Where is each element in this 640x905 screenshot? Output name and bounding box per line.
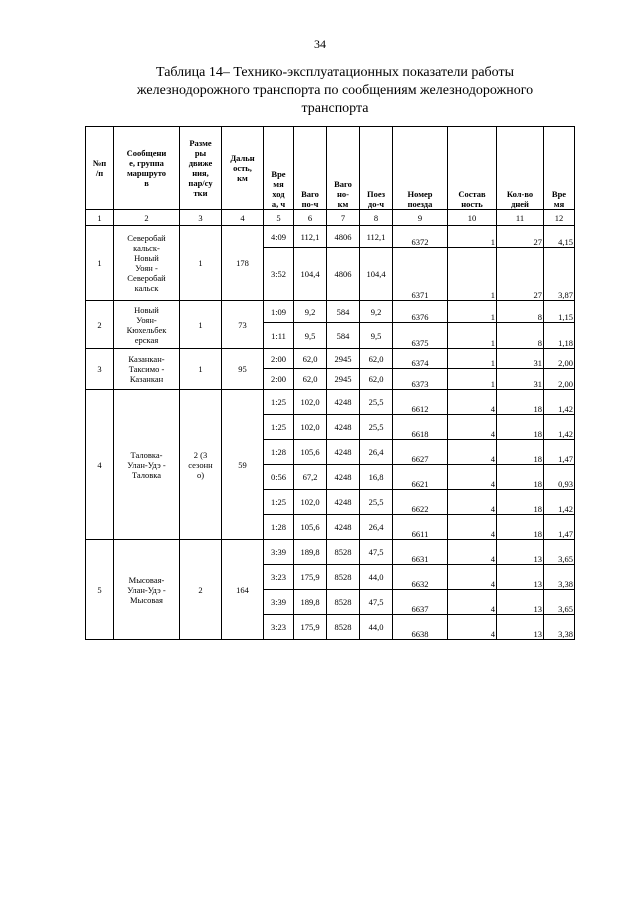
- train-hours-cell: 47,5: [360, 590, 393, 615]
- route-cell: Новый Уоян- Кюхельбек ерская: [114, 301, 180, 349]
- column-number-cell: 8: [360, 210, 393, 226]
- time-value-cell: 0,93: [544, 465, 575, 490]
- time-value-cell: 1,47: [544, 440, 575, 465]
- column-number-cell: 5: [264, 210, 294, 226]
- composition-cell: 1: [448, 323, 497, 349]
- wagon-hours-cell: 62,0: [294, 369, 327, 390]
- composition-cell: 4: [448, 465, 497, 490]
- title-line: Таблица 14– Технико-эксплуатационных показатели работы: [155, 65, 515, 80]
- composition-cell: 4: [448, 615, 497, 640]
- route-cell: Северобай кальск- Новый Уоян - Северобай кальск: [114, 226, 180, 301]
- header-cell: Разме ры движе ния, пар/су тки: [180, 127, 222, 210]
- travel-time-cell: 1:25: [264, 490, 294, 515]
- days-count-cell: 13: [497, 590, 544, 615]
- days-count-cell: 18: [497, 440, 544, 465]
- time-value-cell: 1,18: [544, 323, 575, 349]
- wagon-hours-cell: 104,4: [294, 248, 327, 301]
- train-number-cell: 6372: [393, 226, 448, 248]
- wagon-km-cell: 4248: [327, 515, 360, 540]
- time-value-cell: 3,38: [544, 565, 575, 590]
- time-value-cell: 1,42: [544, 390, 575, 415]
- composition-cell: 1: [448, 226, 497, 248]
- distance-cell: 59: [222, 390, 264, 540]
- header-cell: Ваго но- км: [327, 127, 360, 210]
- movement-size-cell: 1: [180, 226, 222, 301]
- wagon-hours-cell: 105,6: [294, 440, 327, 465]
- header-cell: Дальн ость, км: [222, 127, 264, 210]
- train-hours-cell: 16,8: [360, 465, 393, 490]
- travel-time-cell: 3:39: [264, 540, 294, 565]
- table-row: [86, 226, 575, 248]
- time-value-cell: 2,00: [544, 369, 575, 390]
- page-number: 34: [314, 37, 326, 51]
- column-number-cell: 7: [327, 210, 360, 226]
- wagon-hours-cell: 9,2: [294, 301, 327, 323]
- wagon-km-cell: 4248: [327, 440, 360, 465]
- wagon-km-cell: 4248: [327, 465, 360, 490]
- train-hours-cell: 25,5: [360, 415, 393, 440]
- travel-time-cell: 1:09: [264, 301, 294, 323]
- wagon-hours-cell: 67,2: [294, 465, 327, 490]
- table-row: [86, 390, 575, 415]
- train-number-cell: 6371: [393, 248, 448, 301]
- wagon-km-cell: 4806: [327, 226, 360, 248]
- train-number-cell: 6632: [393, 565, 448, 590]
- route-cell: Таловка- Улан-Удэ - Таловка: [114, 390, 180, 540]
- wagon-hours-cell: 102,0: [294, 390, 327, 415]
- travel-time-cell: 3:52: [264, 248, 294, 301]
- train-hours-cell: 26,4: [360, 515, 393, 540]
- composition-cell: 1: [448, 369, 497, 390]
- header-cell: Поез до-ч: [360, 127, 393, 210]
- wagon-km-cell: 584: [327, 301, 360, 323]
- days-count-cell: 8: [497, 323, 544, 349]
- wagon-km-cell: 4806: [327, 248, 360, 301]
- train-number-cell: 6638: [393, 615, 448, 640]
- title-line: транспорта: [301, 101, 369, 116]
- wagon-hours-cell: 189,8: [294, 590, 327, 615]
- time-value-cell: 2,00: [544, 349, 575, 369]
- wagon-km-cell: 8528: [327, 540, 360, 565]
- header-cell: Вре мя: [544, 127, 575, 210]
- wagon-hours-cell: 62,0: [294, 349, 327, 369]
- table-row: [86, 349, 575, 369]
- time-value-cell: 1,42: [544, 490, 575, 515]
- train-number-cell: 6375: [393, 323, 448, 349]
- wagon-hours-cell: 112,1: [294, 226, 327, 248]
- train-number-cell: 6637: [393, 590, 448, 615]
- wagon-km-cell: 4248: [327, 415, 360, 440]
- column-number-cell: 2: [114, 210, 180, 226]
- column-number-cell: 10: [448, 210, 497, 226]
- train-number-cell: 6611: [393, 515, 448, 540]
- composition-cell: 4: [448, 415, 497, 440]
- composition-cell: 4: [448, 390, 497, 415]
- wagon-km-cell: 2945: [327, 369, 360, 390]
- composition-cell: 4: [448, 590, 497, 615]
- wagon-hours-cell: 9,5: [294, 323, 327, 349]
- travel-time-cell: 2:00: [264, 349, 294, 369]
- travel-time-cell: 3:23: [264, 565, 294, 590]
- wagon-km-cell: 8528: [327, 590, 360, 615]
- train-number-cell: 6612: [393, 390, 448, 415]
- wagon-km-cell: 4248: [327, 390, 360, 415]
- row-number-cell: 2: [86, 301, 114, 349]
- composition-cell: 1: [448, 349, 497, 369]
- column-number-cell: 9: [393, 210, 448, 226]
- days-count-cell: 18: [497, 390, 544, 415]
- travel-time-cell: 1:28: [264, 515, 294, 540]
- train-hours-cell: 62,0: [360, 369, 393, 390]
- composition-cell: 1: [448, 301, 497, 323]
- train-number-cell: 6627: [393, 440, 448, 465]
- train-hours-cell: 25,5: [360, 490, 393, 515]
- time-value-cell: 1,47: [544, 515, 575, 540]
- train-hours-cell: 26,4: [360, 440, 393, 465]
- days-count-cell: 13: [497, 565, 544, 590]
- days-count-cell: 18: [497, 465, 544, 490]
- days-count-cell: 27: [497, 248, 544, 301]
- train-number-cell: 6621: [393, 465, 448, 490]
- days-count-cell: 13: [497, 540, 544, 565]
- composition-cell: 4: [448, 515, 497, 540]
- composition-cell: 4: [448, 440, 497, 465]
- header-cell: Номер поезда: [393, 127, 448, 210]
- wagon-hours-cell: 102,0: [294, 415, 327, 440]
- column-number-cell: 12: [544, 210, 575, 226]
- table-row: [86, 540, 575, 565]
- time-value-cell: 1,15: [544, 301, 575, 323]
- header-row: [86, 127, 575, 210]
- travel-time-cell: 1:25: [264, 415, 294, 440]
- route-cell: Мысовая- Улан-Удэ - Мысовая: [114, 540, 180, 640]
- row-number-cell: 5: [86, 540, 114, 640]
- composition-cell: 4: [448, 490, 497, 515]
- wagon-km-cell: 8528: [327, 565, 360, 590]
- movement-size-cell: 1: [180, 349, 222, 390]
- header-cell: Вре мя ход а, ч: [264, 127, 294, 210]
- train-number-cell: 6376: [393, 301, 448, 323]
- days-count-cell: 18: [497, 415, 544, 440]
- train-hours-cell: 9,2: [360, 301, 393, 323]
- wagon-hours-cell: 175,9: [294, 565, 327, 590]
- train-number-cell: 6622: [393, 490, 448, 515]
- table-title: [100, 64, 570, 118]
- train-number-cell: 6618: [393, 415, 448, 440]
- composition-cell: 1: [448, 248, 497, 301]
- column-number-cell: 6: [294, 210, 327, 226]
- header-cell: Кол-во дней: [497, 127, 544, 210]
- days-count-cell: 18: [497, 515, 544, 540]
- route-cell: Казанкан- Таксимо - Казанкан: [114, 349, 180, 390]
- train-hours-cell: 62,0: [360, 349, 393, 369]
- days-count-cell: 18: [497, 490, 544, 515]
- column-number-cell: 11: [497, 210, 544, 226]
- wagon-km-cell: 2945: [327, 349, 360, 369]
- header-cell: №п /п: [86, 127, 114, 210]
- row-number-cell: 3: [86, 349, 114, 390]
- wagon-km-cell: 4248: [327, 490, 360, 515]
- row-number-cell: 4: [86, 390, 114, 540]
- distance-cell: 95: [222, 349, 264, 390]
- wagon-hours-cell: 102,0: [294, 490, 327, 515]
- time-value-cell: 3,38: [544, 615, 575, 640]
- travel-time-cell: 3:23: [264, 615, 294, 640]
- composition-cell: 4: [448, 565, 497, 590]
- wagon-km-cell: 8528: [327, 615, 360, 640]
- travel-time-cell: 3:39: [264, 590, 294, 615]
- composition-cell: 4: [448, 540, 497, 565]
- days-count-cell: 31: [497, 369, 544, 390]
- column-number-cell: 3: [180, 210, 222, 226]
- time-value-cell: 4,15: [544, 226, 575, 248]
- time-value-cell: 3,87: [544, 248, 575, 301]
- train-hours-cell: 44,0: [360, 565, 393, 590]
- train-hours-cell: 44,0: [360, 615, 393, 640]
- distance-cell: 164: [222, 540, 264, 640]
- travel-time-cell: 1:25: [264, 390, 294, 415]
- travel-time-cell: 0:56: [264, 465, 294, 490]
- movement-size-cell: 2: [180, 540, 222, 640]
- days-count-cell: 8: [497, 301, 544, 323]
- days-count-cell: 27: [497, 226, 544, 248]
- table-row: [86, 301, 575, 323]
- column-number-cell: 1: [86, 210, 114, 226]
- wagon-hours-cell: 175,9: [294, 615, 327, 640]
- time-value-cell: 3,65: [544, 540, 575, 565]
- distance-cell: 73: [222, 301, 264, 349]
- data-table: [85, 126, 575, 640]
- travel-time-cell: 1:28: [264, 440, 294, 465]
- header-cell: Состав ность: [448, 127, 497, 210]
- train-hours-cell: 25,5: [360, 390, 393, 415]
- train-number-cell: 6374: [393, 349, 448, 369]
- title-line: железнодорожного транспорта по сообщениям железнодорожного: [136, 83, 534, 98]
- train-number-cell: 6631: [393, 540, 448, 565]
- travel-time-cell: 2:00: [264, 369, 294, 390]
- wagon-hours-cell: 105,6: [294, 515, 327, 540]
- header-cell: Ваго по-ч: [294, 127, 327, 210]
- train-hours-cell: 112,1: [360, 226, 393, 248]
- train-number-cell: 6373: [393, 369, 448, 390]
- column-number-cell: 4: [222, 210, 264, 226]
- train-hours-cell: 9,5: [360, 323, 393, 349]
- movement-size-cell: 2 (3 сезонн о): [180, 390, 222, 540]
- time-value-cell: 3,65: [544, 590, 575, 615]
- wagon-hours-cell: 189,8: [294, 540, 327, 565]
- travel-time-cell: 4:09: [264, 226, 294, 248]
- row-number-cell: 1: [86, 226, 114, 301]
- column-number-row: [86, 210, 575, 226]
- train-hours-cell: 47,5: [360, 540, 393, 565]
- distance-cell: 178: [222, 226, 264, 301]
- train-hours-cell: 104,4: [360, 248, 393, 301]
- header-cell: Сообщени е, группа маршруто в: [114, 127, 180, 210]
- travel-time-cell: 1:11: [264, 323, 294, 349]
- wagon-km-cell: 584: [327, 323, 360, 349]
- days-count-cell: 31: [497, 349, 544, 369]
- days-count-cell: 13: [497, 615, 544, 640]
- time-value-cell: 1,42: [544, 415, 575, 440]
- movement-size-cell: 1: [180, 301, 222, 349]
